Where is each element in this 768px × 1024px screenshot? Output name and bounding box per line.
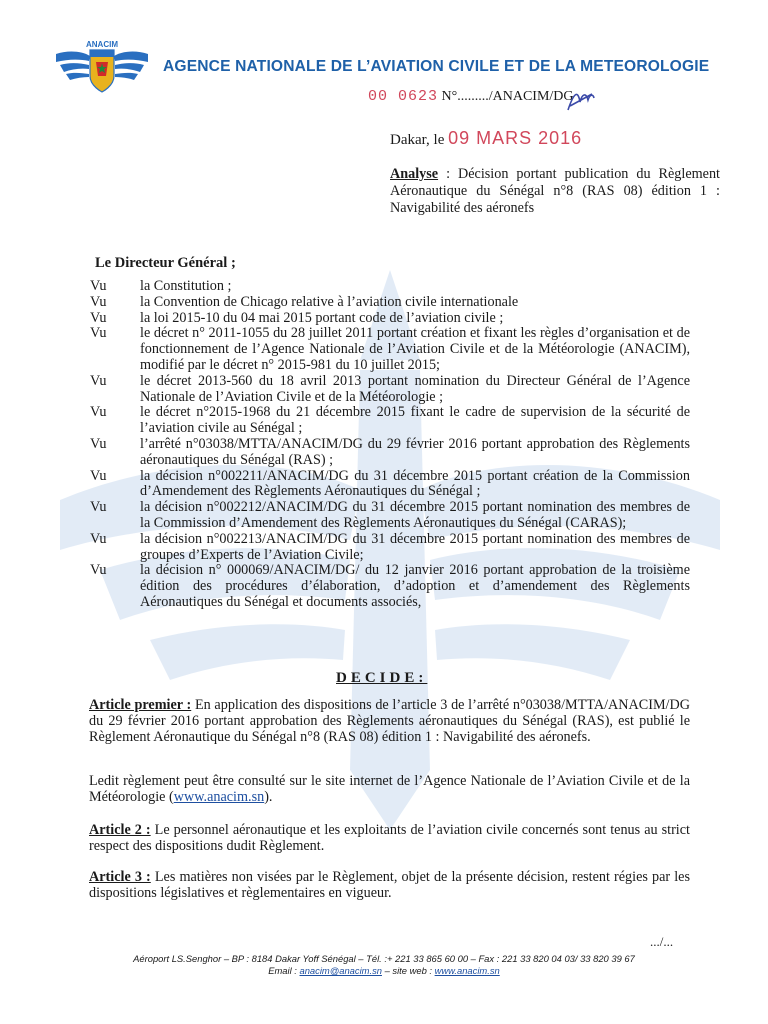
analyse-label: Analyse xyxy=(390,166,439,182)
vu-item xyxy=(90,295,690,311)
vu-item xyxy=(90,326,690,373)
vu-item xyxy=(90,437,690,469)
reference-prefix: N° xyxy=(441,89,458,104)
vu-item xyxy=(90,563,690,610)
article-3-label: Article 3 : xyxy=(89,869,151,885)
vu-label: Vu xyxy=(90,309,107,326)
vu-text: le décret n°2015-1968 du 21 décembre 2015 fixant le cadre de supervision de la sécurité de l’aviation civile au Sénégal ; xyxy=(140,404,690,437)
date-line xyxy=(390,128,582,149)
vu-text: la décision n°002212/ANACIM/DG du 31 décembre 2015 portant nomination des membres de la Commission d’Amendement des Règlements Aéronautiques du Sénégal (CARAS); xyxy=(140,499,690,531)
vu-item xyxy=(90,469,690,501)
vu-label: Vu xyxy=(90,404,107,421)
vu-label: Vu xyxy=(90,562,107,579)
vu-item xyxy=(90,374,690,406)
footer-email-label: Email : xyxy=(268,965,300,976)
footer xyxy=(0,953,768,977)
vu-label: Vu xyxy=(90,325,107,342)
vu-text: la décision n°002213/ANACIM/DG du 31 décembre 2015 portant nomination des membres de groupes d’Experts de l’Aviation Civile; xyxy=(140,530,690,563)
vu-label: Vu xyxy=(90,278,107,294)
footer-email-link[interactable]: anacim@anacim.sn xyxy=(299,965,382,976)
date-stamp: 09 MARS 2016 xyxy=(448,128,583,148)
vu-text: la décision n°002211/ANACIM/DG du 31 décembre 2015 portant création de la Commission d’Amendement des Règlements Aéronautiques du Sénégal ; xyxy=(140,467,690,500)
consult-paragraph xyxy=(89,773,690,805)
vu-item xyxy=(90,405,690,437)
article-3 xyxy=(89,869,690,901)
website-link[interactable]: www.anacim.sn xyxy=(173,789,265,806)
vu-list xyxy=(90,279,690,611)
vu-item xyxy=(90,279,690,295)
article-premier-text: En application des dispositions de l’article 3 de l’arrêté n°03038/MTTA/ANACIM/DG du 29 février 2016 portant approbation des Règlements aéronautiques du Sénégal (RAS), est publié le Règlement Aéronautique du Sénégal n°8 (RAS 08) édition 1 : Navigabilité des aéronefs. xyxy=(89,697,690,746)
analyse-block xyxy=(390,166,720,217)
vu-text: la loi 2015-10 du 04 mai 2015 portant code de l’aviation civile ; xyxy=(140,309,504,326)
article-2-text: Le personnel aéronautique et les exploitants de l’aviation civile concernés sont tenus au strict respect des dispositions dudit Règlement. xyxy=(89,822,690,855)
signature-icon xyxy=(566,88,596,114)
vu-label: Vu xyxy=(90,467,107,484)
vu-text: l’arrêté n°03038/MTTA/ANACIM/DG du 29 février 2016 portant approbation des Règlements aéronautiques du Sénégal (RAS) ; xyxy=(140,435,690,468)
reference-dots: ......... xyxy=(457,89,489,104)
analyse-text: : Décision portant publication du Règlement Aéronautique du Sénégal n°8 (RAS 08) édition 1 : Navigabilité des aéronefs xyxy=(390,166,720,216)
vu-text: la décision n° 000069/ANACIM/DG/ du 12 janvier 2016 portant approbation de la troisième édition des procédures d’élaboration, d’adoption et d’amendement des Règlements Aéronautiques du Sénégal et documents associés, xyxy=(140,562,690,610)
vu-item xyxy=(90,311,690,327)
agency-title: AGENCE NATIONALE DE L’AVIATION CIVILE ET DE LA METEOROLOGIE xyxy=(163,58,710,75)
footer-site-label: – site web : xyxy=(381,965,435,976)
date-prefix: Dakar, le xyxy=(390,132,445,148)
article-2-label: Article 2 : xyxy=(89,822,151,838)
vu-label: Vu xyxy=(90,372,107,389)
article-premier xyxy=(89,697,690,746)
vu-item xyxy=(90,500,690,532)
vu-label: Vu xyxy=(90,293,107,310)
reference-stamp: 00 0623 xyxy=(368,88,439,105)
vu-item xyxy=(90,532,690,564)
reference-suffix: /ANACIM/DG xyxy=(488,89,574,104)
footer-address: Aéroport LS.Senghor – BP : 8184 Dakar Yoff Sénégal – Tél. :+ 221 33 865 60 00 – Fax : 221 33 820 04 03/ 33 820 39 67 xyxy=(133,953,635,964)
footer-site-link[interactable]: www.anacim.sn xyxy=(434,965,500,976)
anacim-logo-icon xyxy=(56,32,148,96)
vu-text: le décret n° 2011-1055 du 28 juillet 2011 portant création et fixant les règles d’organisation et de fonctionnement de l’Agence Nationale de l’Aviation Civile et de la Météorologie (ANACIM), modifié par le décret n° 2015-981 du 10 juillet 2015; xyxy=(140,325,690,373)
vu-label: Vu xyxy=(90,530,107,547)
article-3-text: Les matières non visées par le Règlement, objet de la présente décision, restent régies par les dispositions législatives et règlementaires en vigueur. xyxy=(89,869,690,902)
vu-text: la Convention de Chicago relative à l’aviation civile internationale xyxy=(140,293,519,310)
reference-number xyxy=(368,88,574,105)
vu-label: Vu xyxy=(90,499,107,516)
footer-contact xyxy=(0,965,768,977)
decide-heading: DECIDE: xyxy=(336,670,428,686)
continuation-mark: .../... xyxy=(650,934,674,949)
consult-text: Ledit règlement peut être consulté sur le site internet de l’Agence Nationale de l’Aviation Civile et de la Météorologie ( xyxy=(89,773,690,806)
vu-text: le décret 2013-560 du 18 avril 2013 portant nomination du Directeur Général de l’Agence Nationale de l’Aviation Civile et de la Météorologie ; xyxy=(140,372,690,405)
vu-text: la Constitution ; xyxy=(140,278,232,294)
director-heading: Le Directeur Général ; xyxy=(95,255,236,271)
article-2 xyxy=(89,822,690,854)
logo-text: ANACIM xyxy=(86,40,118,49)
vu-label: Vu xyxy=(90,435,107,452)
consult-end: ). xyxy=(264,789,273,806)
article-premier-label: Article premier : xyxy=(89,697,192,713)
